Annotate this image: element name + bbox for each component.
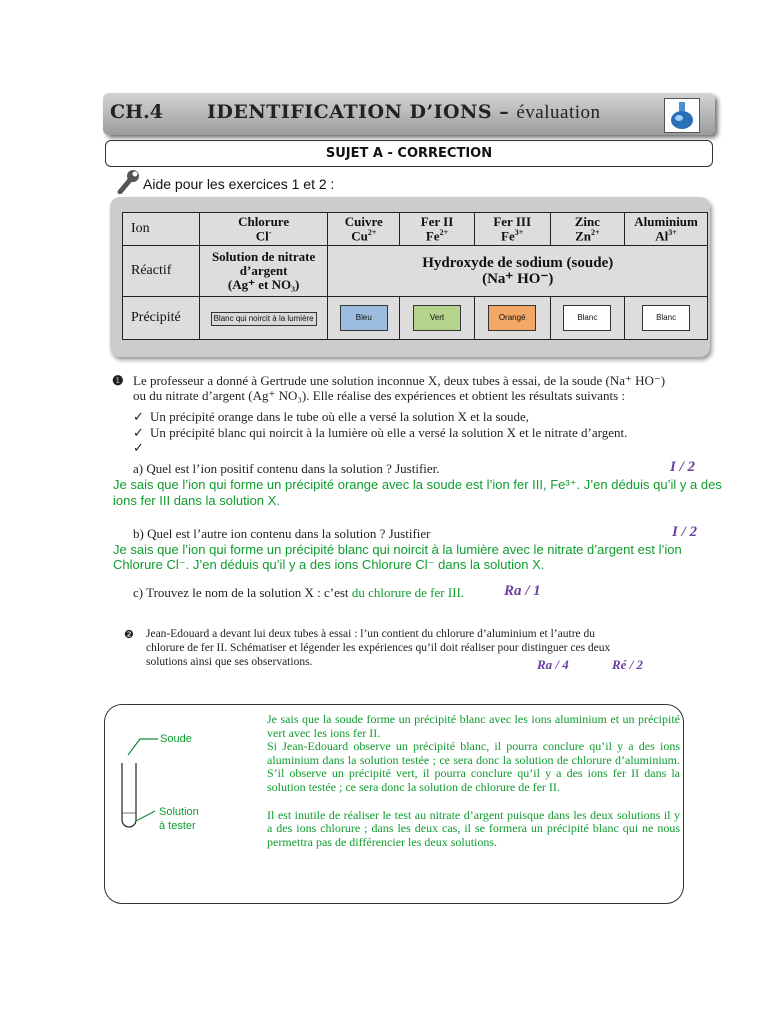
exercise-2-text-line2: chlorure de fer II. Schématiser et légender les expériences qu’il doit réaliser pour distinguer ces deux — [146, 642, 611, 654]
exercise-1-number: ❶ — [112, 373, 124, 388]
exercise-2-text-line1: Jean-Edouard a devant lui deux tubes à essai : l’un contient du chlorure d’aluminium et l’autre du — [146, 628, 595, 640]
answer-paragraph-1: Je sais que la soude forme un précipité blanc avec les ions aluminium et un précipité vert avec les ions fer II. — [267, 712, 680, 740]
check-icon: ✓ — [133, 425, 144, 440]
answer-text — [267, 713, 680, 849]
ion-cell-chlorure: Chlorure Cl- — [199, 213, 328, 246]
exercise-1-bullet1: Un précipité orange dans le tube où elle a versé la solution X et la soude, — [150, 409, 530, 424]
page-title — [207, 96, 601, 128]
check-icon: ✓ — [133, 409, 144, 424]
ion-cell-aluminium: Aluminium $Al^{3+}$ — [625, 213, 708, 246]
exercise-1-bullet2: Un précipité blanc qui noircit à la lumière où elle a versé la solution X et le nitrate d’argent. — [150, 425, 628, 440]
question-b-points: I / 2 — [672, 524, 698, 540]
row-label-reactif: Réactif — [123, 246, 200, 297]
precipite-cell — [474, 297, 550, 340]
ion-cell-cuivre: Cuivre $Cu^{2+}$ — [328, 213, 400, 246]
precipite-cell — [625, 297, 708, 340]
title-subtitle: évaluation — [516, 102, 601, 123]
reactif-soude: Hydroxyde de sodium (soude) (Na⁺ HO⁻) — [328, 246, 708, 297]
question-a-points: I / 2 — [670, 459, 696, 475]
help-label: Aide pour les exercices 1 et 2 : — [143, 176, 335, 192]
question-c-points: Ra / 1 — [504, 583, 541, 599]
exercise-1-intro-line2: ou du nitrate d’argent (Ag⁺ NO₃). Elle réalise des expériences et obtient les résultats suivants : — [133, 388, 626, 403]
row-label-ion: Ion — [123, 213, 200, 246]
precipitate-swatch: Orangé — [488, 305, 536, 332]
precipite-cell — [328, 297, 400, 340]
question-a-answer-line2: ions fer III dans la solution X. — [113, 493, 280, 508]
label-solution-line1: Solution — [159, 806, 199, 818]
exercise-2-text-line3: solutions ainsi que ses observations. — [146, 656, 313, 668]
question-a-answer-line1: Je sais que l’ion qui forme un précipité orange avec la soude est l’ion fer III, Fe³⁺. J’en déduis qu’il y a des — [113, 477, 722, 492]
question-c — [133, 585, 464, 601]
row-label-precipite: Précipité — [123, 297, 200, 340]
label-solution-line2: à tester — [159, 820, 196, 832]
exercise-1-intro-line1: Le professeur a donné à Gertrude une solution inconnue X, deux tubes à essai, de la soude (Na⁺ HO⁻) — [133, 373, 666, 388]
reactif-row — [123, 246, 708, 297]
precipitate-swatch: Blanc — [642, 305, 690, 332]
question-c-text: c) Trouvez le nom de la solution X : c’est — [133, 585, 352, 600]
flask-logo-icon — [664, 98, 700, 133]
precipite-cell — [400, 297, 475, 340]
precipitate-swatch: Vert — [413, 305, 461, 332]
answer-paragraph-3: Il est inutile de réaliser le test au nitrate d’argent puisque dans les deux solutions il y a des ions chlorure ; dans les deux cas, il se formera un précipité blanc qui ne nous permettra pas de différencier les deux solutions. — [267, 807, 680, 849]
check-icon: ✓ — [133, 440, 144, 455]
exercise-2-points-ra: Ra / 4 — [537, 657, 569, 672]
ion-row — [123, 213, 708, 246]
ion-cell-zinc: Zinc $Zn^{2+}$ — [550, 213, 625, 246]
ion-cell-fer2: Fer II $Fe^{2+}$ — [400, 213, 475, 246]
question-a: a) Quel est l’ion positif contenu dans la solution ? Justifier. — [133, 461, 440, 476]
precipitate-swatch: Blanc qui noircit à la lumière — [211, 312, 317, 327]
ion-cell-fer3: Fer III $Fe^{3+}$ — [474, 213, 550, 246]
exercise-2-number: ❷ — [124, 629, 134, 641]
precipitate-swatch: Blanc — [563, 305, 611, 332]
answer-paragraph-2: Si Jean-Edouard observe un précipité blanc, il pourra conclure qu’il y a des ions aluminium dans la solution testée ; ce sera donc la solution de chlorure d’aluminium. S’il observe un précipité vert, il pourra conclure qu’il y a des ions fer II dans la solution testée ; ce sera donc la solution de chlorure de fer II. — [267, 739, 680, 794]
title-text: IDENTIFICATION D’IONS – — [207, 101, 517, 123]
wrench-icon — [116, 168, 140, 199]
exercise-2-points-re: Ré / 2 — [612, 657, 644, 672]
precipite-row — [123, 297, 708, 340]
question-b-answer-line1: Je sais que l’ion qui forme un précipité blanc qui noircit à la lumière avec le nitrate d’argent est l’ion — [113, 542, 682, 557]
precipite-cell — [199, 297, 328, 340]
precipitate-swatch: Bleu — [340, 305, 388, 332]
question-c-answer: du chlorure de fer III. — [351, 585, 465, 600]
chapter-number: CH.4 — [110, 101, 163, 123]
reactif-silver-nitrate: Solution de nitrate d’argent (Ag⁺ et NO₃) — [199, 246, 328, 297]
question-b: b) Quel est l’autre ion contenu dans la solution ? Justifier — [133, 526, 431, 541]
precipite-cell — [550, 297, 625, 340]
question-b-answer-line2: Chlorure Cl⁻. J’en déduis qu’il y a des ions Chlorure Cl⁻ dans la solution X. — [113, 557, 545, 572]
subject-heading: SUJET A - CORRECTION — [105, 140, 713, 167]
label-soude: Soude — [160, 733, 192, 745]
ion-table — [122, 212, 708, 340]
